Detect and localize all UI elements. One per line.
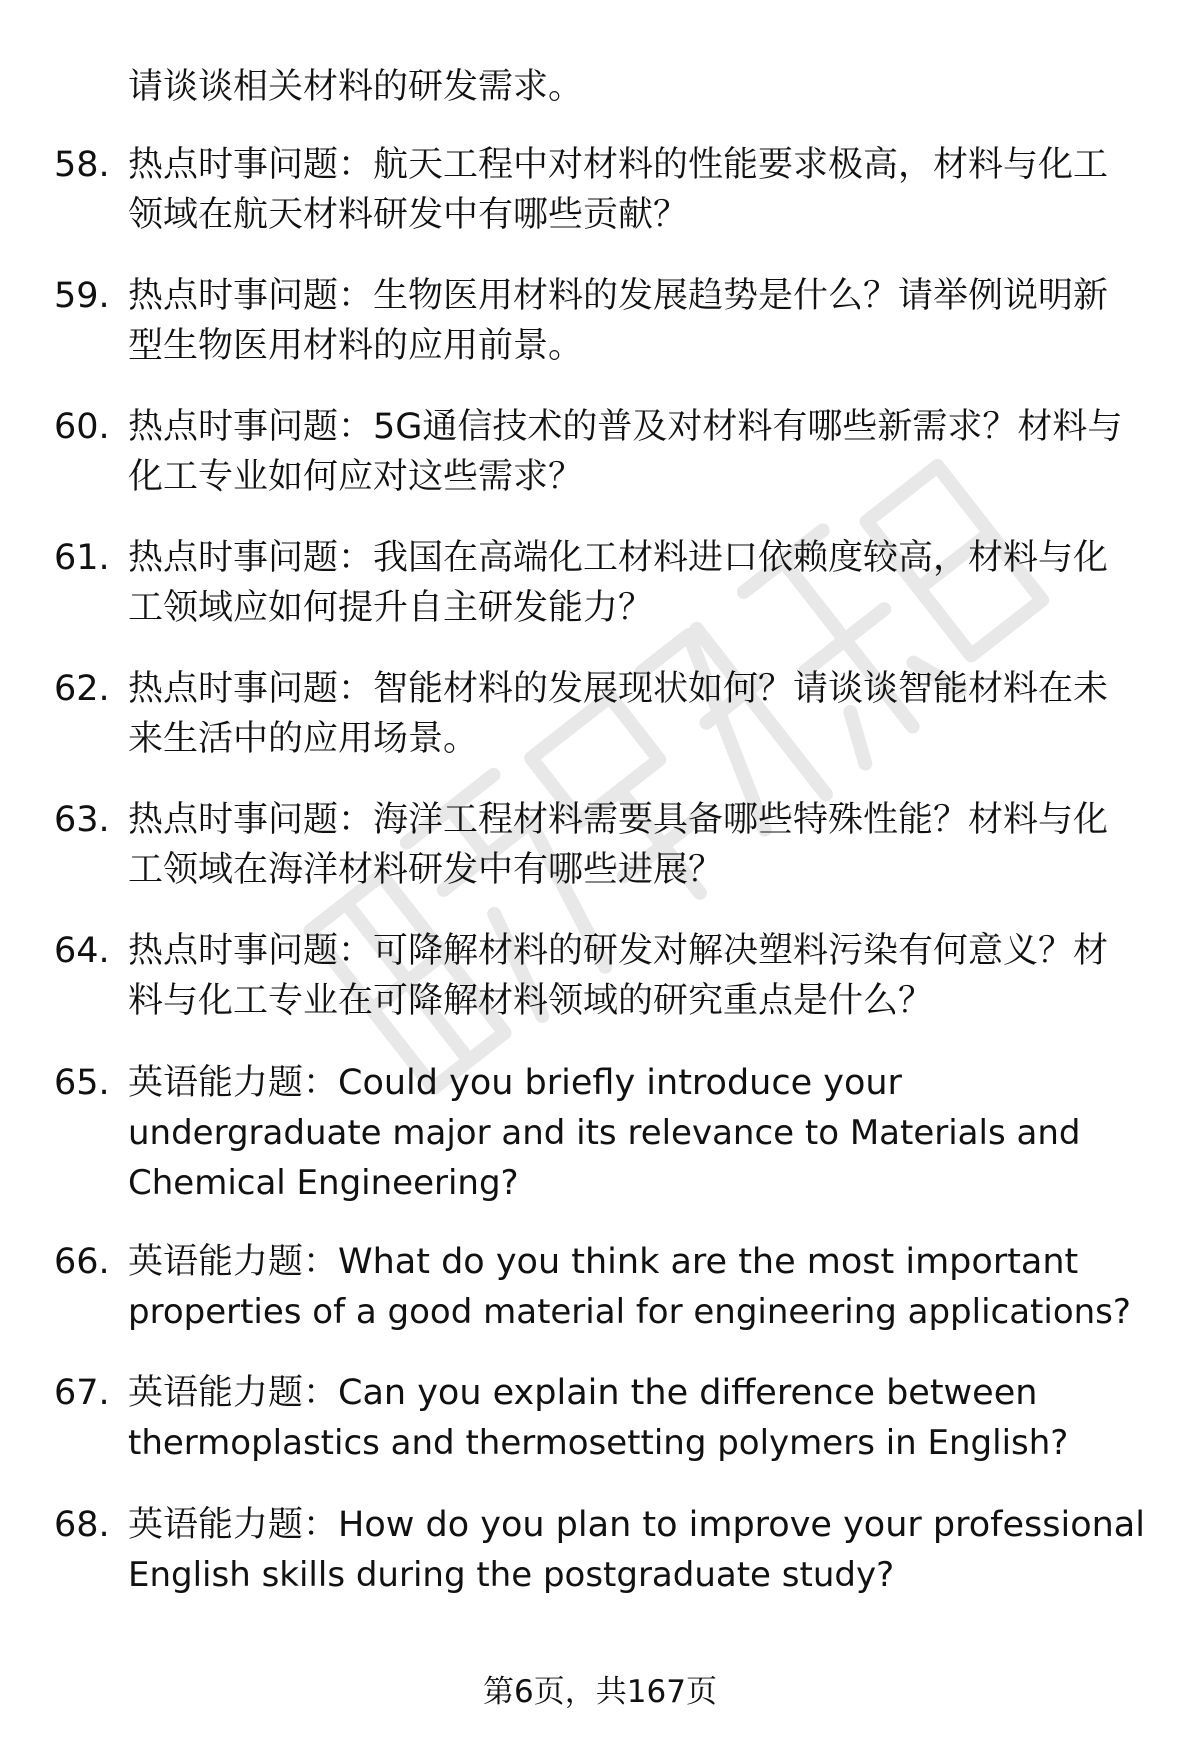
question-text-line: thermoplastics and thermosetting polymers in English? bbox=[128, 1423, 1069, 1463]
continuation-line: 请谈谈相关材料的研发需求。 bbox=[128, 67, 584, 107]
question-number: 62. bbox=[54, 669, 110, 709]
question-item bbox=[54, 402, 1154, 502]
question-item bbox=[54, 1058, 1154, 1208]
question-text-line: 热点时事问题：5G通信技术的普及对材料有哪些新需求？材料与 bbox=[128, 407, 1123, 447]
question-item bbox=[54, 1500, 1154, 1600]
question-text-line: 料与化工专业在可降解材料领域的研究重点是什么？ bbox=[128, 981, 934, 1021]
question-text-line: 热点时事问题：可降解材料的研发对解决塑料污染有何意义？材 bbox=[128, 931, 1109, 971]
question-text-line: 热点时事问题：生物医用材料的发展趋势是什么？请举例说明新 bbox=[128, 276, 1109, 316]
question-number: 59. bbox=[54, 276, 110, 316]
question-text-line: 热点时事问题：航天工程中对材料的性能要求极高，材料与化工 bbox=[128, 145, 1109, 185]
question-text-line: 型生物医用材料的应用前景。 bbox=[128, 326, 584, 366]
question-text-line: 热点时事问题：我国在高端化工材料进口依赖度较高，材料与化 bbox=[128, 538, 1109, 578]
question-number: 64. bbox=[54, 931, 110, 971]
question-text-line: 来生活中的应用场景。 bbox=[128, 719, 479, 759]
question-number: 66. bbox=[54, 1242, 110, 1282]
question-number: 65. bbox=[54, 1063, 110, 1103]
question-item bbox=[54, 1237, 1154, 1337]
question-text-line: 工领域在海洋材料研发中有哪些进展？ bbox=[128, 850, 724, 890]
question-text-line: 英语能力题：Can you explain the difference between bbox=[128, 1373, 1038, 1413]
question-text-line: 英语能力题：Could you briefly introduce your bbox=[128, 1063, 902, 1103]
question-number: 63. bbox=[54, 800, 110, 840]
question-number: 58. bbox=[54, 145, 110, 185]
question-number: 67. bbox=[54, 1373, 110, 1413]
question-text-line: Chemical Engineering? bbox=[128, 1163, 519, 1203]
question-item bbox=[54, 1368, 1154, 1468]
question-text-line: 英语能力题：How do you plan to improve your professional bbox=[128, 1505, 1145, 1545]
question-text-line: 化工专业如何应对这些需求？ bbox=[128, 457, 584, 497]
question-item bbox=[54, 795, 1154, 895]
question-item bbox=[54, 140, 1154, 240]
question-item bbox=[54, 533, 1154, 633]
question-item bbox=[54, 271, 1154, 371]
question-text-line: 领域在航天材料研发中有哪些贡献？ bbox=[128, 195, 689, 235]
question-text-line: 工领域应如何提升自主研发能力？ bbox=[128, 588, 654, 628]
question-text-line: 热点时事问题：智能材料的发展现状如何？请谈谈智能材料在未 bbox=[128, 669, 1109, 709]
question-text-line: 热点时事问题：海洋工程材料需要具备哪些特殊性能？材料与化 bbox=[128, 800, 1109, 840]
question-number: 68. bbox=[54, 1505, 110, 1545]
question-text-line: properties of a good material for engineering applications? bbox=[128, 1292, 1131, 1332]
question-number: 60. bbox=[54, 407, 110, 447]
question-item bbox=[54, 664, 1154, 764]
question-number: 61. bbox=[54, 538, 110, 578]
page-footer: 第6页，共167页 bbox=[483, 1674, 717, 1710]
question-text-line: 英语能力题：What do you think are the most important bbox=[128, 1242, 1079, 1282]
question-text-line: undergraduate major and its relevance to Materials and bbox=[128, 1113, 1081, 1153]
question-text-line: English skills during the postgraduate study? bbox=[128, 1555, 895, 1595]
question-item bbox=[54, 926, 1154, 1026]
